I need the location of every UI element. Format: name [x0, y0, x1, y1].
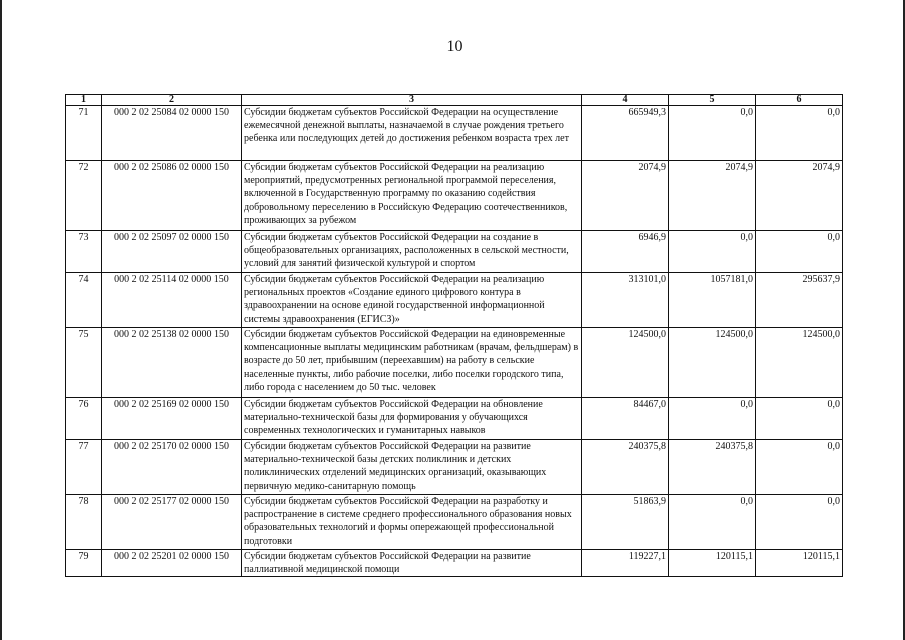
table-row [66, 106, 843, 161]
row-number: 72 [66, 161, 102, 231]
table-row [66, 495, 843, 550]
amount-col6: 295637,9 [756, 273, 843, 328]
column-header: 1 [66, 95, 102, 106]
budget-code: 000 2 02 25097 02 0000 150 [102, 231, 242, 273]
table-row [66, 550, 843, 577]
amount-col6: 0,0 [756, 495, 843, 550]
amount-col6: 0,0 [756, 106, 843, 161]
row-number: 78 [66, 495, 102, 550]
amount-col4: 6946,9 [582, 231, 669, 273]
table-row [66, 273, 843, 328]
column-header: 4 [582, 95, 669, 106]
amount-col5: 124500,0 [669, 328, 756, 398]
amount-col5: 0,0 [669, 106, 756, 161]
amount-col5: 0,0 [669, 495, 756, 550]
amount-col4: 84467,0 [582, 398, 669, 440]
subsidy-description: Субсидии бюджетам субъектов Российской Федерации на осуществление ежемесячной денежной выплаты, назначаемой в случае рождения третьего ребенка или последующих детей до достижения ребенком возраста трех лет [242, 106, 582, 161]
amount-col6: 120115,1 [756, 550, 843, 577]
table-row [66, 161, 843, 231]
subsidy-description: Субсидии бюджетам субъектов Российской Федерации на реализацию мероприятий, предусмотренных региональной программой переселения, включенной в Государственную программу по оказанию содействия добровольному переселению в Российскую Федерацию соотечественников, проживающих за рубежом [242, 161, 582, 231]
subsidy-description: Субсидии бюджетам субъектов Российской Федерации на обновление материально-технической базы для формирования у обучающихся современных технологических и гуманитарных навыков [242, 398, 582, 440]
amount-col4: 2074,9 [582, 161, 669, 231]
table-row [66, 398, 843, 440]
budget-code: 000 2 02 25084 02 0000 150 [102, 106, 242, 161]
budget-code: 000 2 02 25086 02 0000 150 [102, 161, 242, 231]
row-number: 74 [66, 273, 102, 328]
amount-col4: 240375,8 [582, 440, 669, 495]
page-number: 10 [446, 38, 463, 55]
budget-code: 000 2 02 25170 02 0000 150 [102, 440, 242, 495]
amount-col6: 0,0 [756, 440, 843, 495]
subsidy-description: Субсидии бюджетам субъектов Российской Федерации на реализацию региональных проектов «Создание единого цифрового контура в здравоохранении на основе единой государственной информационной системы здравоохранения (ЕГИСЗ)» [242, 273, 582, 328]
amount-col4: 51863,9 [582, 495, 669, 550]
amount-col5: 2074,9 [669, 161, 756, 231]
column-header: 3 [242, 95, 582, 106]
budget-code: 000 2 02 25201 02 0000 150 [102, 550, 242, 577]
row-number: 73 [66, 231, 102, 273]
amount-col4: 124500,0 [582, 328, 669, 398]
budget-code: 000 2 02 25114 02 0000 150 [102, 273, 242, 328]
table-row [66, 231, 843, 273]
amount-col6: 2074,9 [756, 161, 843, 231]
column-header: 2 [102, 95, 242, 106]
amount-col4: 313101,0 [582, 273, 669, 328]
table-row [66, 328, 843, 398]
column-header: 6 [756, 95, 843, 106]
table-row [66, 440, 843, 495]
row-number: 75 [66, 328, 102, 398]
amount-col5: 120115,1 [669, 550, 756, 577]
amount-col5: 240375,8 [669, 440, 756, 495]
amount-col6: 0,0 [756, 231, 843, 273]
table-header-row [66, 95, 843, 106]
amount-col5: 0,0 [669, 231, 756, 273]
column-header: 5 [669, 95, 756, 106]
subsidy-description: Субсидии бюджетам субъектов Российской Федерации на развитие паллиативной медицинской помощи [242, 550, 582, 577]
row-number: 76 [66, 398, 102, 440]
amount-col6: 0,0 [756, 398, 843, 440]
row-number: 79 [66, 550, 102, 577]
budget-code: 000 2 02 25169 02 0000 150 [102, 398, 242, 440]
budget-code: 000 2 02 25177 02 0000 150 [102, 495, 242, 550]
amount-col4: 665949,3 [582, 106, 669, 161]
row-number: 71 [66, 106, 102, 161]
subsidy-description: Субсидии бюджетам субъектов Российской Федерации на развитие материально-технической базы детских поликлиник и детских поликлинических отделений медицинских организаций, оказывающих первичную медико-санитарную помощь [242, 440, 582, 495]
row-number: 77 [66, 440, 102, 495]
subsidy-description: Субсидии бюджетам субъектов Российской Федерации на создание в общеобразовательных организациях, расположенных в сельской местности, условий для занятий физической культурой и спортом [242, 231, 582, 273]
subsidy-description: Субсидии бюджетам субъектов Российской Федерации на разработку и распространение в системе среднего профессионального образования новых образовательных технологий и формы опережающей профессиональной подготовки [242, 495, 582, 550]
amount-col5: 1057181,0 [669, 273, 756, 328]
amount-col6: 124500,0 [756, 328, 843, 398]
subsidies-table [65, 94, 843, 577]
budget-code: 000 2 02 25138 02 0000 150 [102, 328, 242, 398]
amount-col4: 119227,1 [582, 550, 669, 577]
amount-col5: 0,0 [669, 398, 756, 440]
subsidy-description: Субсидии бюджетам субъектов Российской Федерации на единовременные компенсационные выплаты медицинским работникам (врачам, фельдшерам) в возрасте до 50 лет, прибывшим (переехавшим) на работу в сельские населенные пункты, либо рабочие поселки, либо поселки городского типа, либо города с населением до 50 тыс. человек [242, 328, 582, 398]
